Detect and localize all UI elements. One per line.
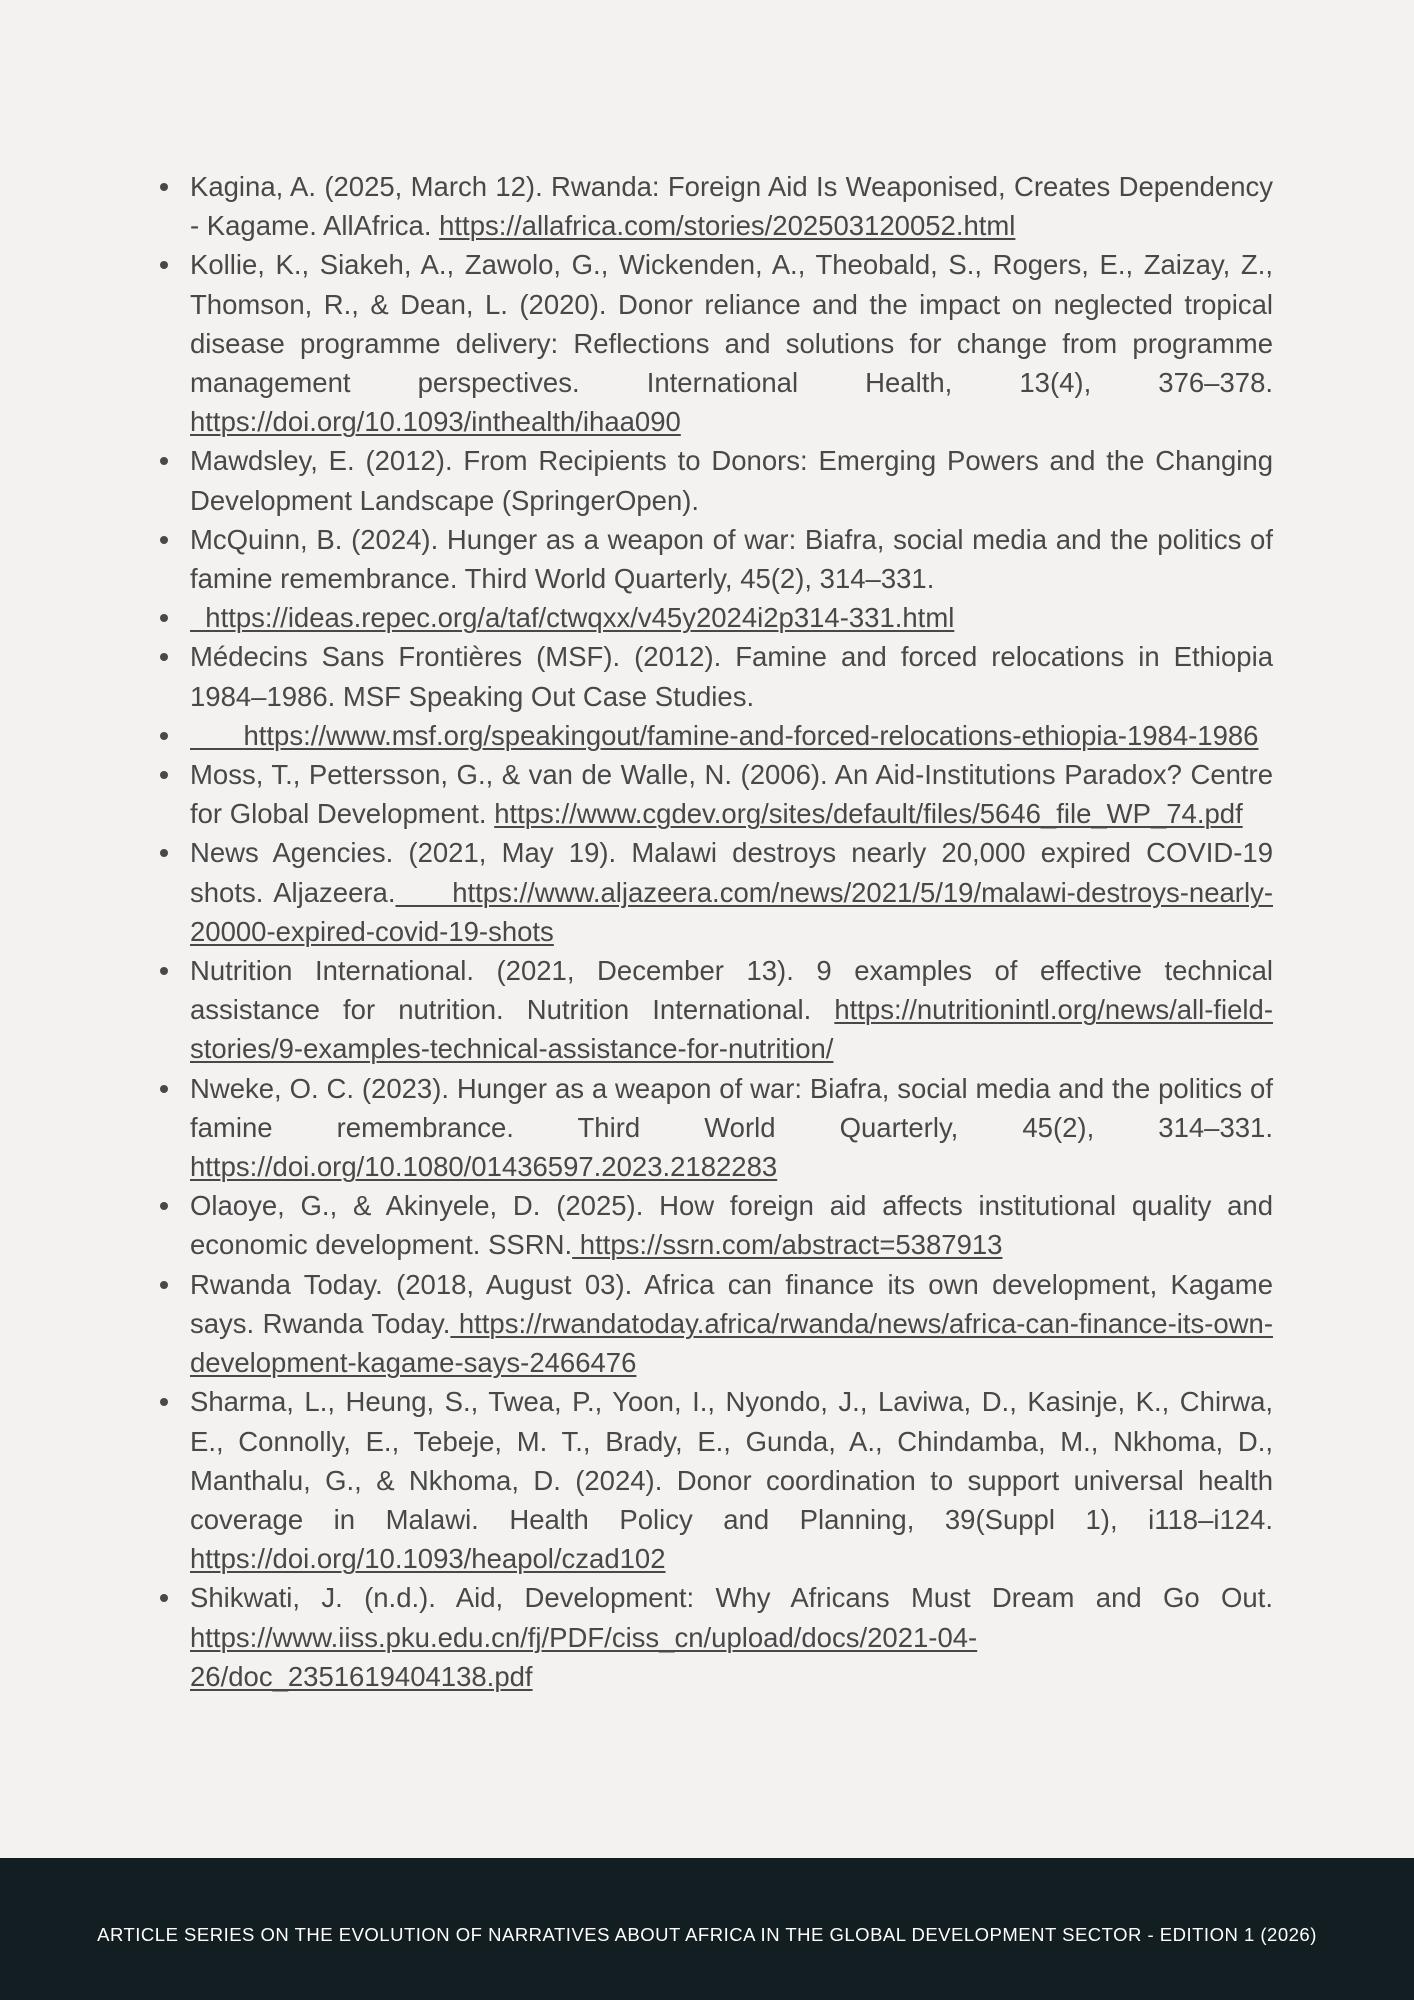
reference-link[interactable]: https://www.cgdev.org/sites/default/files/5646_file_WP_74.pdf xyxy=(494,798,1243,830)
reference-item xyxy=(190,637,1273,715)
reference-text: Kollie, K., Siakeh, A., Zawolo, G., Wickenden, A., Theobald, S., Rogers, E., Zaizay, Z., Thomson, R., & Dean, L. (2020). Donor reliance and the impact on neglected tropical disease programme delivery: Reflections and solutions for change from programme management perspectives. International Health, 13(4), 376–378. xyxy=(190,249,1273,399)
reference-link[interactable]: https://ssrn.com/abstract=5387913 xyxy=(572,1229,1003,1261)
reference-item xyxy=(190,1069,1273,1187)
reference-item xyxy=(190,598,1273,637)
reference-item xyxy=(190,833,1273,951)
footer-bar xyxy=(0,1858,1414,2000)
reference-item xyxy=(190,520,1273,598)
reference-link[interactable]: https://ideas.repec.org/a/taf/ctwqxx/v45y2024i2p314-331.html xyxy=(190,602,955,634)
reference-item xyxy=(190,1578,1273,1696)
reference-link[interactable]: https://nutritionintl.org/news/all-field-stories/9-examples-technical-assistance-for-nutrition/ xyxy=(190,994,1273,1065)
reference-item xyxy=(190,755,1273,833)
reference-text: News Agencies. (2021, May 19). Malawi destroys nearly 20,000 expired COVID-19 shots. Aljazeera. xyxy=(190,837,1273,908)
reference-text: Olaoye, G., & Akinyele, D. (2025). How foreign aid affects institutional quality and economic development. SSRN. xyxy=(190,1190,1273,1261)
reference-text: Kagina, A. (2025, March 12). Rwanda: Foreign Aid Is Weaponised, Creates Dependency - Kagame. AllAfrica. xyxy=(190,171,1273,242)
reference-text: Mawdsley, E. (2012). From Recipients to Donors: Emerging Powers and the Changing Development Landscape (SpringerOpen). xyxy=(190,445,1273,516)
reference-link[interactable]: https://doi.org/10.1093/heapol/czad102 xyxy=(190,1543,666,1575)
reference-text: Sharma, L., Heung, S., Twea, P., Yoon, I., Nyondo, J., Laviwa, D., Kasinje, K., Chirwa, E., Connolly, E., Tebeje, M. T., Brady, E., Gunda, A., Chindamba, M., Nkhoma, D., Manthalu, G., & Nkhoma, D. (2024). Donor coordination to support universal health coverage in Malawi. Health Policy and Planning, 39(Suppl 1), i118–i124. xyxy=(190,1386,1273,1535)
reference-text: McQuinn, B. (2024). Hunger as a weapon of war: Biafra, social media and the politics of famine remembrance. Third World Quarterly, 45(2), 314–331. xyxy=(190,523,1273,595)
reference-item xyxy=(190,1265,1273,1383)
footer-text: ARTICLE SERIES ON THE EVOLUTION OF NARRATIVES ABOUT AFRICA IN THE GLOBAL DEVELOPMENT SECTOR - EDITION 1 (2026) xyxy=(97,1924,1317,1945)
reference-link[interactable]: https://www.iiss.pku.edu.cn/fj/PDF/ciss_cn/upload/docs/2021-04-26/doc_2351619404138.pdf xyxy=(190,1621,978,1692)
reference-link[interactable]: https://www.aljazeera.com/news/2021/5/19/malawi-destroys-nearly-20000-expired-covid-19-shots xyxy=(190,876,1273,947)
reference-list xyxy=(190,167,1273,1696)
reference-link[interactable]: https://rwandatoday.africa/rwanda/news/africa-can-finance-its-own-development-kagame-says-2466476 xyxy=(190,1307,1273,1379)
reference-text: Rwanda Today. (2018, August 03). Africa can finance its own development, Kagame says. Rwanda Today. xyxy=(190,1268,1273,1339)
reference-item xyxy=(190,1186,1273,1264)
reference-link[interactable]: https://allafrica.com/stories/202503120052.html xyxy=(439,210,1016,242)
reference-item xyxy=(190,245,1273,441)
reference-text: Médecins Sans Frontières (MSF). (2012). Famine and forced relocations in Ethiopia 1984–1986. MSF Speaking Out Case Studies. xyxy=(190,641,1273,712)
reference-item xyxy=(190,167,1273,245)
reference-link[interactable]: https://www.msf.org/speakingout/famine-and-forced-relocations-ethiopia-1984-1986 xyxy=(190,719,1259,751)
reference-item xyxy=(190,951,1273,1069)
reference-text: Nweke, O. C. (2023). Hunger as a weapon of war: Biafra, social media and the politics of famine remembrance. Third World Quarterly, 45(2), 314–331. xyxy=(190,1072,1273,1143)
reference-link[interactable]: https://doi.org/10.1080/01436597.2023.2182283 xyxy=(190,1151,778,1183)
reference-item xyxy=(190,1382,1273,1578)
reference-link[interactable]: https://doi.org/10.1093/inthealth/ihaa090 xyxy=(190,406,681,438)
reference-text: Moss, T., Pettersson, G., & van de Walle, N. (2006). An Aid-Institutions Paradox? Centre for Global Development. xyxy=(190,759,1273,830)
reference-text: Shikwati, J. (n.d.). Aid, Development: Why Africans Must Dream and Go Out. xyxy=(190,1582,1273,1614)
reference-text: Nutrition International. (2021, December 13). 9 examples of effective technical assistance for nutrition. Nutrition International. xyxy=(190,955,1273,1026)
reference-item xyxy=(190,716,1273,755)
reference-item xyxy=(190,441,1273,519)
